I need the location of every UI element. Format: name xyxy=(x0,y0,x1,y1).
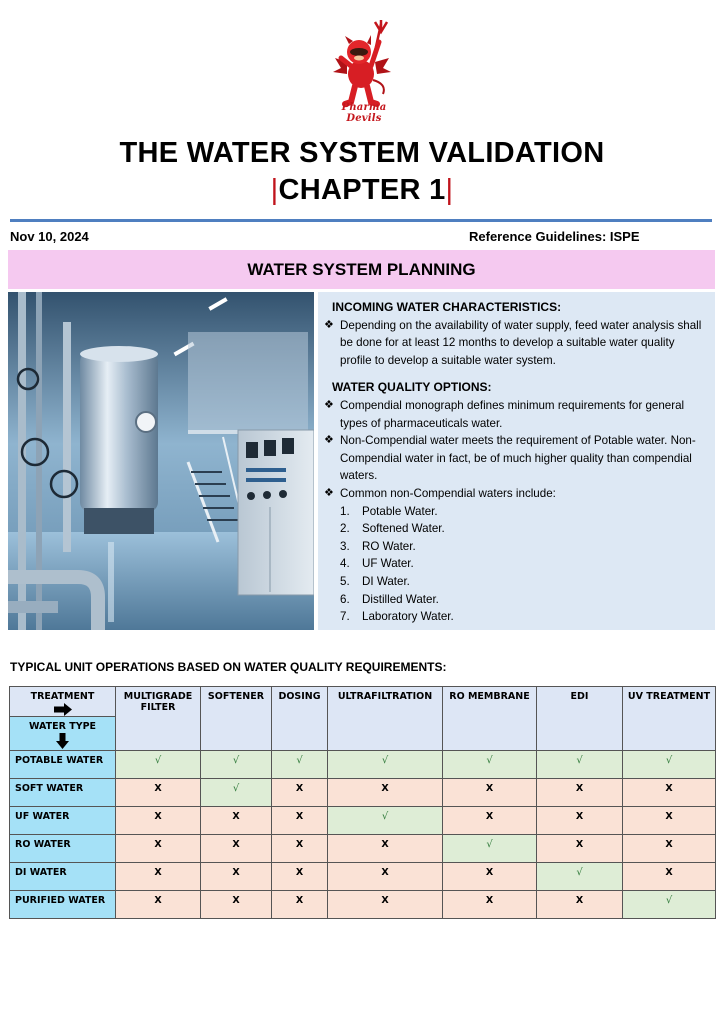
cell-yes: √ xyxy=(328,751,443,779)
row-label: RO WATER xyxy=(10,835,116,863)
cell-no: X xyxy=(537,891,623,919)
list-item: 7. Laboratory Water. xyxy=(340,610,454,624)
column-header: SOFTENER xyxy=(201,687,272,751)
water-type-label: WATER TYPE xyxy=(28,721,97,732)
diamond-bullet-icon: ❖ xyxy=(324,434,334,447)
cell-yes: √ xyxy=(443,835,537,863)
list-item: 2. Softened Water. xyxy=(340,522,445,536)
water-types-list xyxy=(322,503,707,626)
chapter-title xyxy=(0,174,724,207)
cell-no: X xyxy=(116,891,201,919)
cell-no: X xyxy=(272,891,328,919)
cell-yes: √ xyxy=(116,751,201,779)
corner-water-type-cell xyxy=(10,717,116,751)
corner-treatment-cell xyxy=(10,687,116,717)
arrow-right-icon xyxy=(54,703,72,716)
table-row xyxy=(10,891,716,919)
cell-yes: √ xyxy=(328,807,443,835)
list-item: 5. DI Water. xyxy=(340,574,410,588)
section-banner xyxy=(8,250,715,289)
list-item: 1. Potable Water. xyxy=(340,504,438,518)
cell-no: X xyxy=(328,779,443,807)
bullet-text: Non-Compendial water meets the requirement of Potable water. Non-Compendial water in fact, be of much higher quality than compendial waters. xyxy=(340,434,696,483)
column-header: RO MEMBRANE xyxy=(443,687,537,751)
row-label: UF WATER xyxy=(10,807,116,835)
cell-no: X xyxy=(623,779,716,807)
header-divider xyxy=(10,219,712,222)
table-row xyxy=(10,779,716,807)
row-label: POTABLE WATER xyxy=(10,751,116,779)
arrow-down-icon xyxy=(56,733,69,749)
cell-yes: √ xyxy=(537,751,623,779)
diamond-bullet-icon: ❖ xyxy=(324,486,334,499)
water-facility-photo xyxy=(8,292,314,630)
cell-yes: √ xyxy=(623,891,716,919)
bullet-text: Compendial monograph defines minimum requirements for general types of pharmaceuticals water. xyxy=(340,398,685,430)
cell-yes: √ xyxy=(201,779,272,807)
cell-yes: √ xyxy=(443,751,537,779)
cell-yes: √ xyxy=(537,863,623,891)
cell-no: X xyxy=(116,807,201,835)
cell-no: X xyxy=(537,835,623,863)
pharma-devils-logo xyxy=(327,18,401,124)
cell-yes: √ xyxy=(201,751,272,779)
cell-no: X xyxy=(328,891,443,919)
cell-no: X xyxy=(537,779,623,807)
list-item: 4. UF Water. xyxy=(340,557,414,571)
bullet-text: Depending on the availability of water supply, feed water analysis shall be done for at least 12 months to develop a suitable water quality profile to develop a suitable water system. xyxy=(340,318,702,367)
cell-no: X xyxy=(201,863,272,891)
water-quality-heading: WATER QUALITY OPTIONS: xyxy=(332,380,492,395)
info-panel xyxy=(318,292,715,630)
bullet-non-compendial xyxy=(322,432,707,485)
bullet-feed-water-analysis xyxy=(322,317,707,370)
cell-no: X xyxy=(272,807,328,835)
table-header-row xyxy=(10,687,716,717)
cell-no: X xyxy=(443,779,537,807)
cell-no: X xyxy=(116,779,201,807)
cell-no: X xyxy=(623,835,716,863)
column-header: UV TREATMENT xyxy=(623,687,716,751)
logo-text: Pharma Devils xyxy=(341,102,387,124)
cell-no: X xyxy=(201,807,272,835)
water-facility-illustration xyxy=(8,292,314,630)
section-banner-title: WATER SYSTEM PLANNING xyxy=(247,259,476,279)
cell-no: X xyxy=(272,835,328,863)
devil-mascot-icon xyxy=(327,18,401,110)
cell-no: X xyxy=(623,863,716,891)
row-label: SOFT WATER xyxy=(10,779,116,807)
cell-no: X xyxy=(201,891,272,919)
cell-yes: √ xyxy=(272,751,328,779)
column-header: ULTRAFILTRATION xyxy=(328,687,443,751)
list-item: 6. Distilled Water. xyxy=(340,592,439,606)
cell-no: X xyxy=(116,835,201,863)
table-row xyxy=(10,835,716,863)
cell-no: X xyxy=(443,891,537,919)
reference-guidelines: Reference Guidelines: ISPE xyxy=(469,229,640,244)
chapter-bar-left: | xyxy=(270,174,279,206)
bullet-common-waters xyxy=(322,485,707,503)
unit-operations-table xyxy=(9,686,716,919)
cell-no: X xyxy=(272,863,328,891)
table-title: TYPICAL UNIT OPERATIONS BASED ON WATER QUALITY REQUIREMENTS: xyxy=(10,660,447,674)
column-header: DOSING xyxy=(272,687,328,751)
cell-no: X xyxy=(328,863,443,891)
cell-no: X xyxy=(201,835,272,863)
row-label: DI WATER xyxy=(10,863,116,891)
cell-no: X xyxy=(443,807,537,835)
bullet-text: Common non-Compendial waters include: xyxy=(340,486,556,500)
list-item: 3. RO Water. xyxy=(340,539,416,553)
chapter-bar-right: | xyxy=(445,174,454,206)
cell-no: X xyxy=(328,835,443,863)
document-date: Nov 10, 2024 xyxy=(10,229,89,244)
table-row xyxy=(10,863,716,891)
column-header: EDI xyxy=(537,687,623,751)
cell-no: X xyxy=(116,863,201,891)
incoming-water-heading: INCOMING WATER CHARACTERISTICS: xyxy=(332,300,562,314)
document-title: THE WATER SYSTEM VALIDATION xyxy=(119,137,605,169)
cell-no: X xyxy=(537,807,623,835)
diamond-bullet-icon: ❖ xyxy=(324,318,334,331)
row-label: PURIFIED WATER xyxy=(10,891,116,919)
table-row xyxy=(10,807,716,835)
bullet-compendial xyxy=(322,397,707,432)
cell-no: X xyxy=(272,779,328,807)
diamond-bullet-icon: ❖ xyxy=(324,398,334,411)
treatment-label: TREATMENT xyxy=(30,691,95,702)
cell-no: X xyxy=(623,807,716,835)
column-header: MULTIGRADE FILTER xyxy=(116,687,201,751)
cell-yes: √ xyxy=(623,751,716,779)
table-row xyxy=(10,751,716,779)
cell-no: X xyxy=(443,863,537,891)
chapter-label: CHAPTER 1 xyxy=(278,174,446,206)
